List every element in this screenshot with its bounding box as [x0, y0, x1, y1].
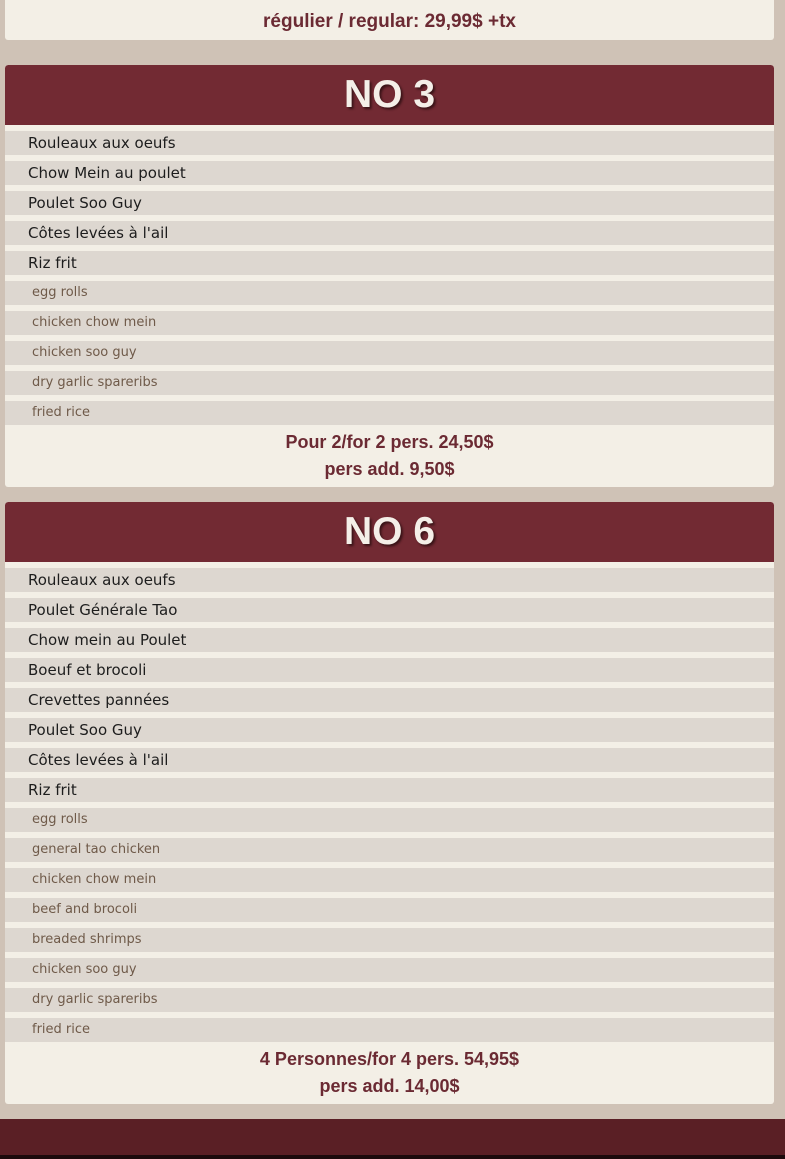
- menu-price: [5, 425, 774, 487]
- price-line: pers add. 14,00$: [319, 1076, 460, 1096]
- list-item: chicken chow mein: [5, 868, 774, 892]
- menu-item-list: [5, 125, 774, 425]
- list-item: Rouleaux aux oeufs: [5, 568, 774, 592]
- list-item: Chow Mein au poulet: [5, 161, 774, 185]
- list-item: Riz frit: [5, 251, 774, 275]
- list-item: fried rice: [5, 401, 774, 425]
- list-item: egg rolls: [5, 808, 774, 832]
- list-item: Riz frit: [5, 778, 774, 802]
- menu-card-no6: [5, 502, 774, 1104]
- list-item: Boeuf et brocoli: [5, 658, 774, 682]
- menu-price: [5, 1042, 774, 1104]
- menu-title: NO 3: [5, 65, 774, 125]
- list-item: general tao chicken: [5, 838, 774, 862]
- list-item: Poulet Soo Guy: [5, 718, 774, 742]
- regular-price: régulier / regular: 29,99$ +tx: [263, 11, 516, 32]
- footer-bar: [0, 1119, 785, 1159]
- list-item: dry garlic spareribs: [5, 988, 774, 1012]
- list-item: beef and brocoli: [5, 898, 774, 922]
- list-item: Poulet Générale Tao: [5, 598, 774, 622]
- list-item: chicken soo guy: [5, 958, 774, 982]
- list-item: fried rice: [5, 1018, 774, 1042]
- menu-item-list: [5, 562, 774, 1042]
- list-item: Rouleaux aux oeufs: [5, 131, 774, 155]
- list-item: Poulet Soo Guy: [5, 191, 774, 215]
- previous-menu-card: [5, 0, 774, 40]
- price-line: 4 Personnes/for 4 pers. 54,95$: [259, 1049, 520, 1069]
- list-item: Crevettes pannées: [5, 688, 774, 712]
- list-item: dry garlic spareribs: [5, 371, 774, 395]
- list-item: breaded shrimps: [5, 928, 774, 952]
- list-item: chicken soo guy: [5, 341, 774, 365]
- price-line: pers add. 9,50$: [324, 459, 455, 479]
- list-item: Chow mein au Poulet: [5, 628, 774, 652]
- menu-title: NO 6: [5, 502, 774, 562]
- list-item: chicken chow mein: [5, 311, 774, 335]
- menu-card-no3: [5, 65, 774, 487]
- list-item: egg rolls: [5, 281, 774, 305]
- list-item: Côtes levées à l'ail: [5, 221, 774, 245]
- price-line: Pour 2/for 2 pers. 24,50$: [285, 432, 494, 452]
- list-item: Côtes levées à l'ail: [5, 748, 774, 772]
